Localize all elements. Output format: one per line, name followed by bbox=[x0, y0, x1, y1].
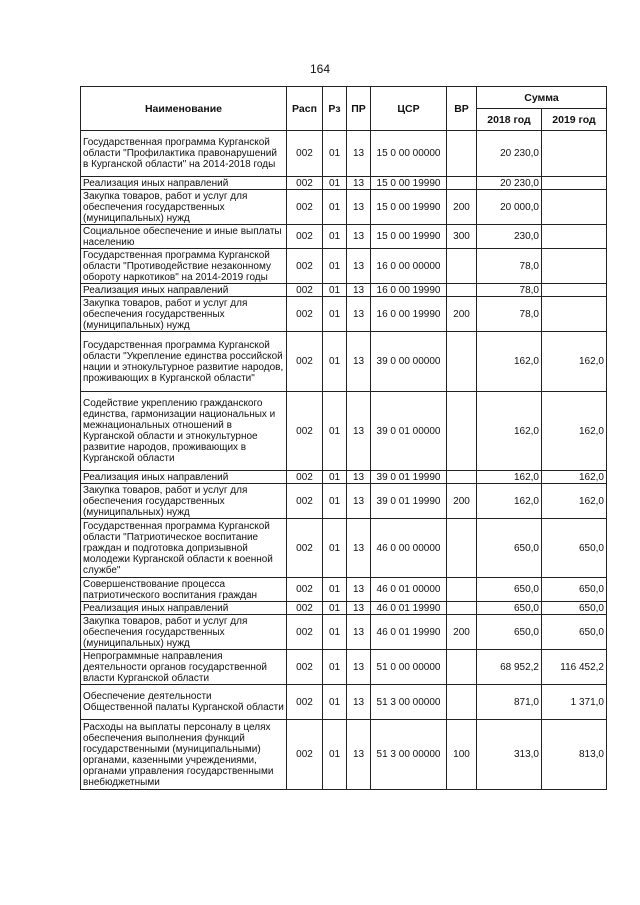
header-2019: 2019 год bbox=[542, 109, 607, 131]
row-rasp: 002 bbox=[287, 471, 323, 484]
table-row bbox=[81, 225, 607, 249]
row-rasp: 002 bbox=[287, 131, 323, 177]
row-sum-2019 bbox=[542, 131, 607, 177]
row-pr: 13 bbox=[347, 297, 371, 332]
row-vr: 200 bbox=[447, 297, 477, 332]
header-2018: 2018 год bbox=[477, 109, 542, 131]
row-sum-2019: 813,0 bbox=[542, 720, 607, 790]
row-sum-2018: 313,0 bbox=[477, 720, 542, 790]
row-sum-2019 bbox=[542, 177, 607, 190]
row-sum-2018: 68 952,2 bbox=[477, 650, 542, 685]
row-rz: 01 bbox=[323, 190, 347, 225]
row-sum-2018: 650,0 bbox=[477, 602, 542, 615]
row-rasp: 002 bbox=[287, 297, 323, 332]
row-rz: 01 bbox=[323, 615, 347, 650]
row-pr: 13 bbox=[347, 392, 371, 471]
table-body bbox=[81, 131, 607, 790]
table-row bbox=[81, 471, 607, 484]
row-vr bbox=[447, 332, 477, 392]
row-vr: 200 bbox=[447, 484, 477, 519]
row-rz: 01 bbox=[323, 249, 347, 284]
row-csr: 39 0 01 00000 bbox=[371, 392, 447, 471]
row-sum-2018: 162,0 bbox=[477, 332, 542, 392]
row-vr bbox=[447, 249, 477, 284]
row-pr: 13 bbox=[347, 484, 371, 519]
row-pr: 13 bbox=[347, 177, 371, 190]
row-pr: 13 bbox=[347, 225, 371, 249]
row-rz: 01 bbox=[323, 392, 347, 471]
row-csr: 39 0 01 19990 bbox=[371, 484, 447, 519]
row-pr: 13 bbox=[347, 578, 371, 602]
row-sum-2019: 162,0 bbox=[542, 392, 607, 471]
table-row bbox=[81, 484, 607, 519]
row-rasp: 002 bbox=[287, 332, 323, 392]
row-sum-2018: 650,0 bbox=[477, 615, 542, 650]
table-row bbox=[81, 332, 607, 392]
row-sum-2018: 20 230,0 bbox=[477, 177, 542, 190]
row-vr: 200 bbox=[447, 190, 477, 225]
row-name: Закупка товаров, работ и услуг для обеспечения государственных (муниципальных) нужд bbox=[81, 484, 287, 519]
row-rz: 01 bbox=[323, 720, 347, 790]
table-row bbox=[81, 519, 607, 578]
row-sum-2018: 78,0 bbox=[477, 284, 542, 297]
row-vr bbox=[447, 519, 477, 578]
row-csr: 39 0 01 19990 bbox=[371, 471, 447, 484]
budget-table bbox=[80, 86, 607, 790]
row-name: Закупка товаров, работ и услуг для обеспечения государственных (муниципальных) нужд bbox=[81, 297, 287, 332]
row-name: Реализация иных направлений bbox=[81, 177, 287, 190]
row-sum-2018: 78,0 bbox=[477, 249, 542, 284]
row-vr bbox=[447, 602, 477, 615]
row-rasp: 002 bbox=[287, 519, 323, 578]
row-vr bbox=[447, 650, 477, 685]
row-rz: 01 bbox=[323, 225, 347, 249]
row-rasp: 002 bbox=[287, 650, 323, 685]
row-csr: 51 3 00 00000 bbox=[371, 720, 447, 790]
row-vr bbox=[447, 177, 477, 190]
row-pr: 13 bbox=[347, 332, 371, 392]
row-sum-2019: 162,0 bbox=[542, 484, 607, 519]
row-rasp: 002 bbox=[287, 602, 323, 615]
row-rz: 01 bbox=[323, 284, 347, 297]
row-sum-2019 bbox=[542, 190, 607, 225]
row-sum-2018: 650,0 bbox=[477, 578, 542, 602]
row-rz: 01 bbox=[323, 297, 347, 332]
row-vr bbox=[447, 392, 477, 471]
row-rasp: 002 bbox=[287, 484, 323, 519]
row-csr: 39 0 00 00000 bbox=[371, 332, 447, 392]
row-csr: 16 0 00 19990 bbox=[371, 284, 447, 297]
row-sum-2019 bbox=[542, 284, 607, 297]
row-rz: 01 bbox=[323, 602, 347, 615]
table-row bbox=[81, 720, 607, 790]
table-row bbox=[81, 685, 607, 720]
row-csr: 46 0 01 00000 bbox=[371, 578, 447, 602]
table-row bbox=[81, 650, 607, 685]
header-name: Наименование bbox=[81, 87, 287, 131]
row-sum-2018: 162,0 bbox=[477, 484, 542, 519]
row-rz: 01 bbox=[323, 650, 347, 685]
row-vr bbox=[447, 471, 477, 484]
row-name: Государственная программа Курганской области "Профилактика правонарушений в Курганской области" на 2014-2018 годы bbox=[81, 131, 287, 177]
row-name: Закупка товаров, работ и услуг для обеспечения государственных (муниципальных) нужд bbox=[81, 190, 287, 225]
row-rasp: 002 bbox=[287, 284, 323, 297]
row-sum-2018: 20 230,0 bbox=[477, 131, 542, 177]
row-csr: 51 3 00 00000 bbox=[371, 685, 447, 720]
row-rz: 01 bbox=[323, 578, 347, 602]
row-rz: 01 bbox=[323, 685, 347, 720]
table-row bbox=[81, 177, 607, 190]
row-csr: 51 0 00 00000 bbox=[371, 650, 447, 685]
row-csr: 15 0 00 00000 bbox=[371, 131, 447, 177]
row-pr: 13 bbox=[347, 615, 371, 650]
row-sum-2019 bbox=[542, 297, 607, 332]
header-rasp: Расп bbox=[287, 87, 323, 131]
row-sum-2019 bbox=[542, 249, 607, 284]
row-name: Государственная программа Курганской области "Патриотическое воспитание граждан и подготовка допризывной молодежи Курганской области к военной службе" bbox=[81, 519, 287, 578]
row-csr: 16 0 00 19990 bbox=[371, 297, 447, 332]
row-name: Государственная программа Курганской области "Противодействие незаконному обороту наркотиков" на 2014-2019 годы bbox=[81, 249, 287, 284]
row-sum-2019: 116 452,2 bbox=[542, 650, 607, 685]
row-rasp: 002 bbox=[287, 190, 323, 225]
row-csr: 16 0 00 00000 bbox=[371, 249, 447, 284]
row-rasp: 002 bbox=[287, 578, 323, 602]
header-pr: ПР bbox=[347, 87, 371, 131]
header-vr: ВР bbox=[447, 87, 477, 131]
row-sum-2018: 230,0 bbox=[477, 225, 542, 249]
row-sum-2019: 1 371,0 bbox=[542, 685, 607, 720]
row-rz: 01 bbox=[323, 519, 347, 578]
table-row bbox=[81, 615, 607, 650]
row-vr bbox=[447, 578, 477, 602]
row-sum-2019: 650,0 bbox=[542, 519, 607, 578]
row-name: Социальное обеспечение и иные выплаты населению bbox=[81, 225, 287, 249]
row-sum-2018: 871,0 bbox=[477, 685, 542, 720]
row-sum-2018: 162,0 bbox=[477, 471, 542, 484]
row-csr: 15 0 00 19990 bbox=[371, 190, 447, 225]
row-name: Содействие укреплению гражданского единства, гармонизации национальных и межнациональных отношений в Курганской области и этнокультурное развитие народов, проживающих в Курганской области bbox=[81, 392, 287, 471]
header-sum: Сумма bbox=[477, 87, 607, 109]
row-pr: 13 bbox=[347, 602, 371, 615]
row-csr: 15 0 00 19990 bbox=[371, 177, 447, 190]
row-vr bbox=[447, 284, 477, 297]
header-csr: ЦСР bbox=[371, 87, 447, 131]
row-name: Совершенствование процесса патриотического воспитания граждан bbox=[81, 578, 287, 602]
row-name: Непрограммные направления деятельности органов государственной власти Курганской области bbox=[81, 650, 287, 685]
row-pr: 13 bbox=[347, 720, 371, 790]
row-pr: 13 bbox=[347, 131, 371, 177]
row-sum-2018: 650,0 bbox=[477, 519, 542, 578]
table-row bbox=[81, 284, 607, 297]
row-rz: 01 bbox=[323, 332, 347, 392]
row-name: Государственная программа Курганской области "Укрепление единства российской нации и этнокультурное развитие народов, проживающих в Курганской области" bbox=[81, 332, 287, 392]
row-sum-2019: 162,0 bbox=[542, 471, 607, 484]
row-name: Реализация иных направлений bbox=[81, 602, 287, 615]
row-rz: 01 bbox=[323, 177, 347, 190]
row-vr: 100 bbox=[447, 720, 477, 790]
row-name: Расходы на выплаты персоналу в целях обеспечения выполнения функций государственными (муниципальными) органами, казенными учреждениями, органами управления государственными внебюджетными bbox=[81, 720, 287, 790]
row-sum-2019: 650,0 bbox=[542, 578, 607, 602]
row-rz: 01 bbox=[323, 471, 347, 484]
row-rasp: 002 bbox=[287, 177, 323, 190]
table-row bbox=[81, 602, 607, 615]
row-name: Закупка товаров, работ и услуг для обеспечения государственных (муниципальных) нужд bbox=[81, 615, 287, 650]
row-sum-2018: 20 000,0 bbox=[477, 190, 542, 225]
row-pr: 13 bbox=[347, 519, 371, 578]
row-pr: 13 bbox=[347, 685, 371, 720]
row-csr: 46 0 01 19990 bbox=[371, 602, 447, 615]
row-vr: 300 bbox=[447, 225, 477, 249]
row-pr: 13 bbox=[347, 284, 371, 297]
row-vr bbox=[447, 131, 477, 177]
row-rasp: 002 bbox=[287, 249, 323, 284]
row-name: Обеспечение деятельности Общественной палаты Курганской области bbox=[81, 685, 287, 720]
row-rasp: 002 bbox=[287, 720, 323, 790]
table-row bbox=[81, 190, 607, 225]
row-sum-2018: 78,0 bbox=[477, 297, 542, 332]
row-name: Реализация иных направлений bbox=[81, 284, 287, 297]
row-pr: 13 bbox=[347, 471, 371, 484]
row-rz: 01 bbox=[323, 131, 347, 177]
table-row bbox=[81, 297, 607, 332]
row-rasp: 002 bbox=[287, 225, 323, 249]
row-rasp: 002 bbox=[287, 392, 323, 471]
row-sum-2019: 162,0 bbox=[542, 332, 607, 392]
row-rasp: 002 bbox=[287, 615, 323, 650]
row-pr: 13 bbox=[347, 249, 371, 284]
row-csr: 46 0 01 19990 bbox=[371, 615, 447, 650]
table-row bbox=[81, 392, 607, 471]
row-sum-2019: 650,0 bbox=[542, 615, 607, 650]
row-vr: 200 bbox=[447, 615, 477, 650]
row-rz: 01 bbox=[323, 484, 347, 519]
table-row bbox=[81, 131, 607, 177]
page-number: 164 bbox=[309, 62, 331, 76]
row-sum-2018: 162,0 bbox=[477, 392, 542, 471]
row-name: Реализация иных направлений bbox=[81, 471, 287, 484]
table-row bbox=[81, 249, 607, 284]
row-csr: 46 0 00 00000 bbox=[371, 519, 447, 578]
row-vr bbox=[447, 685, 477, 720]
header-rz: Рз bbox=[323, 87, 347, 131]
row-pr: 13 bbox=[347, 650, 371, 685]
row-csr: 15 0 00 19990 bbox=[371, 225, 447, 249]
row-rasp: 002 bbox=[287, 685, 323, 720]
row-pr: 13 bbox=[347, 190, 371, 225]
row-sum-2019: 650,0 bbox=[542, 602, 607, 615]
table-row bbox=[81, 578, 607, 602]
row-sum-2019 bbox=[542, 225, 607, 249]
